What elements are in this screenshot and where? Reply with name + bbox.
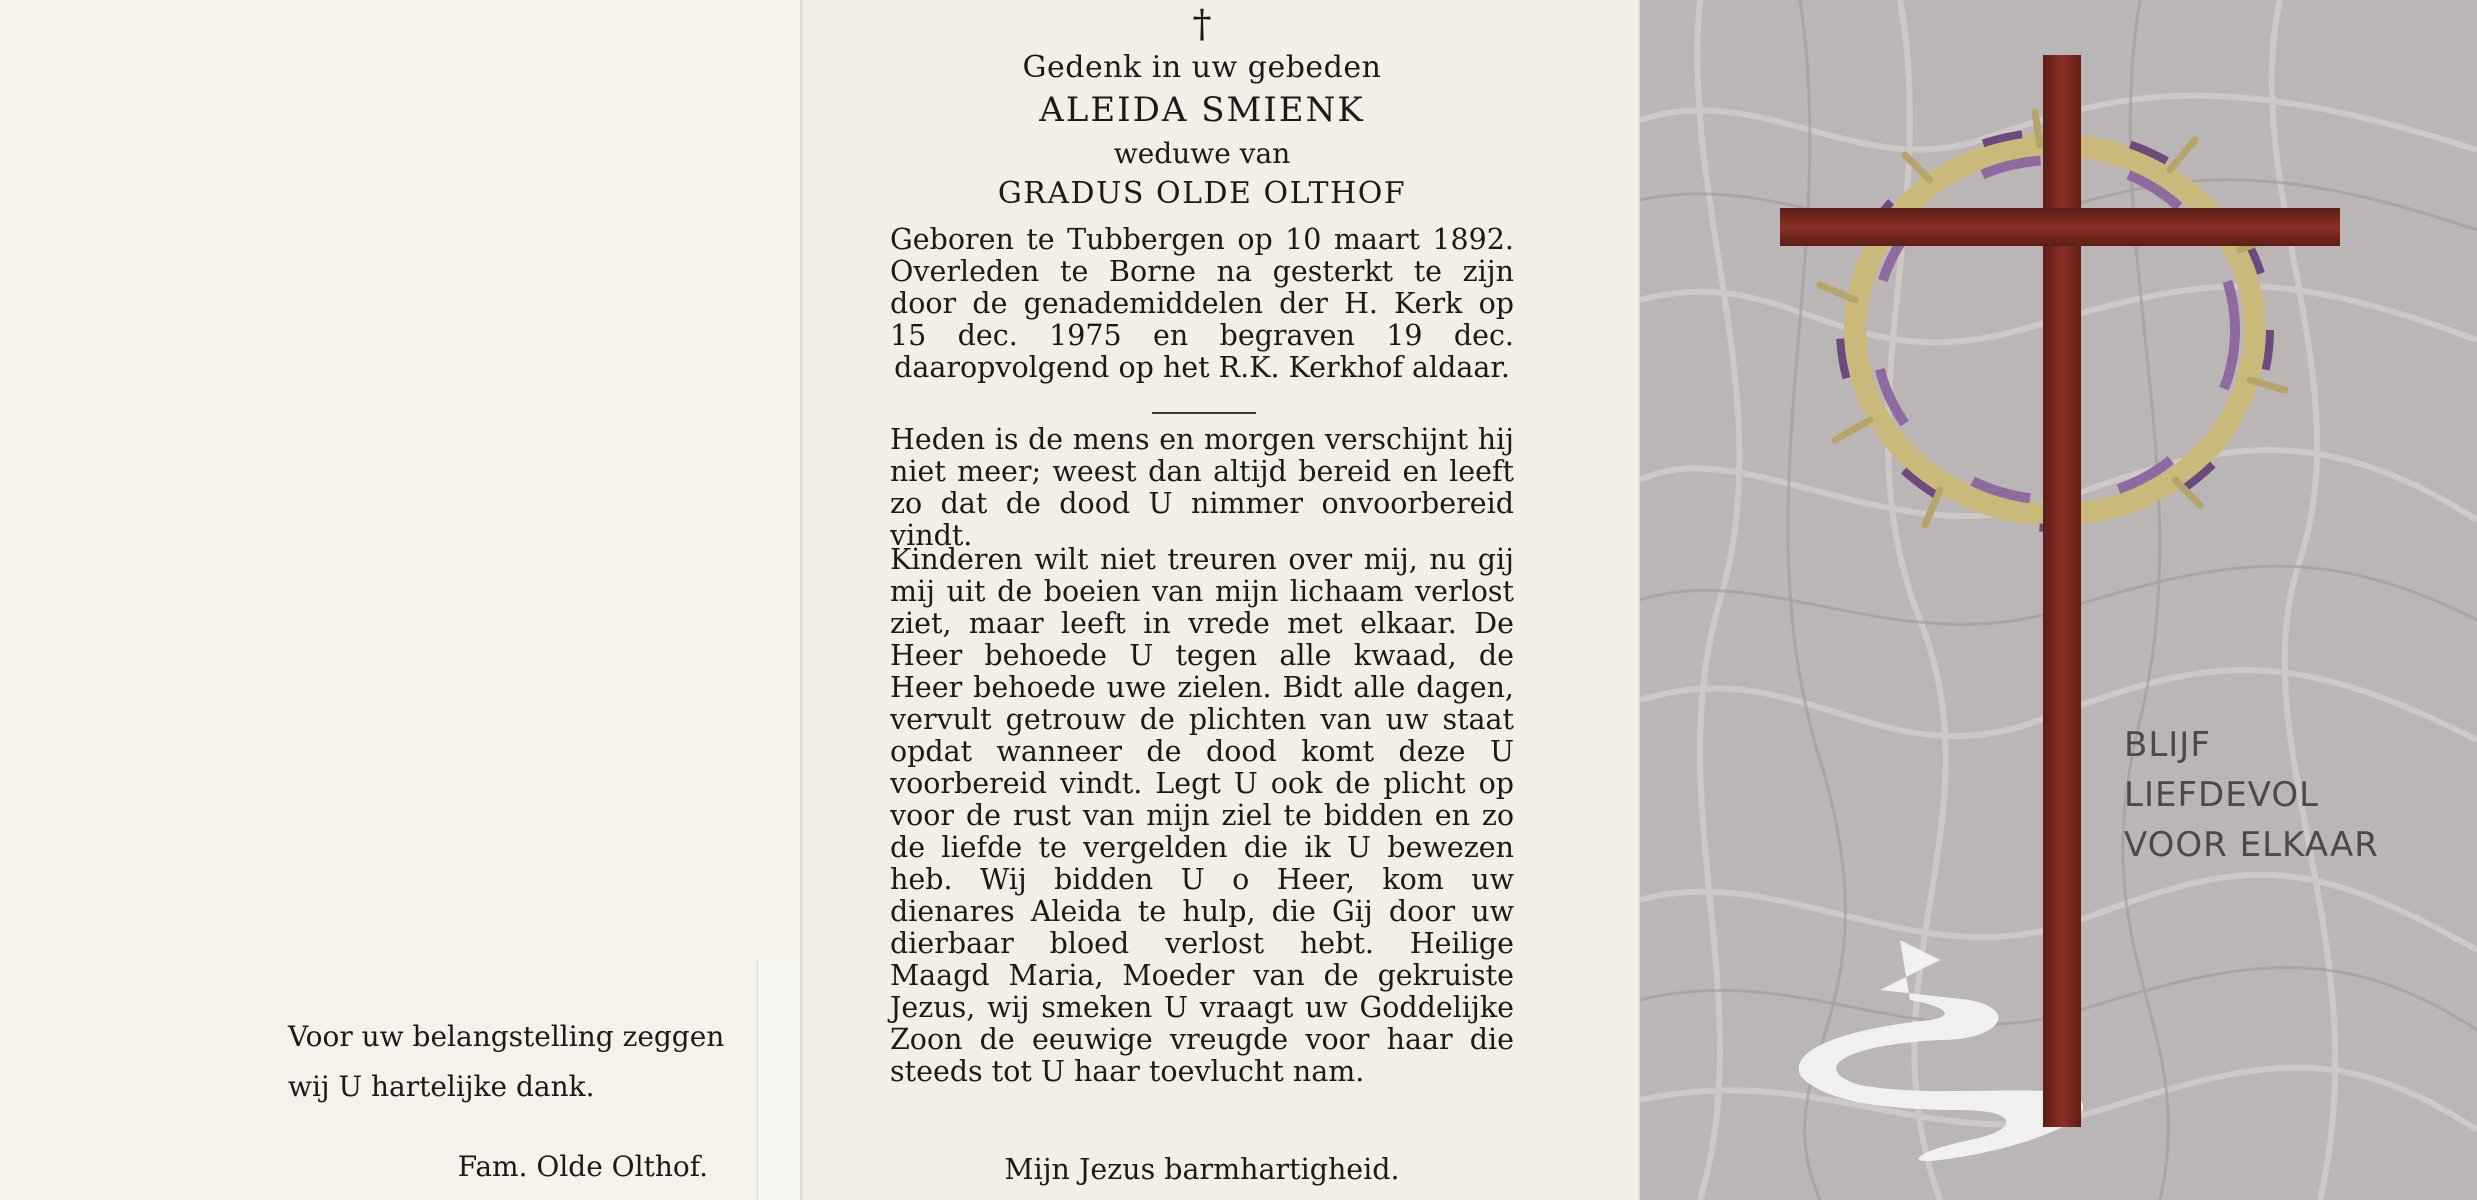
spouse-name: GRADUS OLDE OLTHOF [997, 176, 1407, 211]
fold-line-left [800, 0, 803, 1200]
verse-paragraph-1: Heden is de mens en morgen verschijnt hij niet meer; weest dan altijd bereid en leeft zo dat de dood U nimmer onvoorbereid vindt. [890, 423, 1514, 552]
closing-prayer: Mijn Jezus barmhartigheid. [1004, 1153, 1400, 1186]
widow-of-text: weduwe van [1113, 137, 1291, 170]
thanks-line-1: Voor uw belangstelling zeggen [288, 1020, 725, 1053]
section-divider [1152, 412, 1256, 414]
card-back-panel [0, 0, 800, 1200]
thanks-line-2: wij U hartelijke dank. [288, 1070, 595, 1103]
cover-line-2: LIEFDEVOL [2124, 775, 2320, 815]
biography-paragraph: Geboren te Tubbergen op 10 maart 1892. Overleden te Borne na gesterkt te zijn door de genademiddelen der H. Kerk op 15 dec. 1975 en begraven 19 dec. daaropvolgend op het R.K. Kerkhof aldaar. [890, 223, 1514, 384]
deceased-name: ALEIDA SMIENK [1039, 90, 1365, 130]
wooden-cross-icon [1780, 55, 2340, 1127]
verse-paragraph-2: Kinderen wilt niet treuren over mij, nu gij mij uit de boeien van mijn lichaam verlost ziet, maar leeft in vrede met elkaar. De Heer behoede U tegen alle kwaad, de Heer behoede uwe zielen. Bidt alle dagen, vervult getrouw de plichten van uw staat opdat wanneer de dood komt deze U voorbereid vindt. Legt U ook de plicht op voor de rust van mijn ziel te bidden en zo de liefde te vergelden die ik U bewezen heb. Wij bidden U o Heer, kom uw dienares Aleida te hulp, die Gij door uw dierbaar bloed verlost hebt. Heilige Maagd Maria, Moeder van de gekruiste Jezus, wij smeken U vraagt uw Goddelijke Zoon de eeuwige vreugde voor haar die steeds tot U haar toevlucht nam. [890, 543, 1514, 1088]
cover-illustration [1640, 0, 2477, 1200]
cover-line-1: BLIJF [2124, 725, 2211, 765]
cover-title [2124, 720, 2379, 870]
cross-symbol: † [1192, 2, 1212, 46]
family-signature: Fam. Olde Olthof. [457, 1150, 708, 1183]
cover-line-3: VOOR ELKAAR [2124, 825, 2379, 865]
intro-text: Gedenk in uw gebeden [1022, 50, 1382, 85]
card-cover-panel [1640, 0, 2477, 1200]
